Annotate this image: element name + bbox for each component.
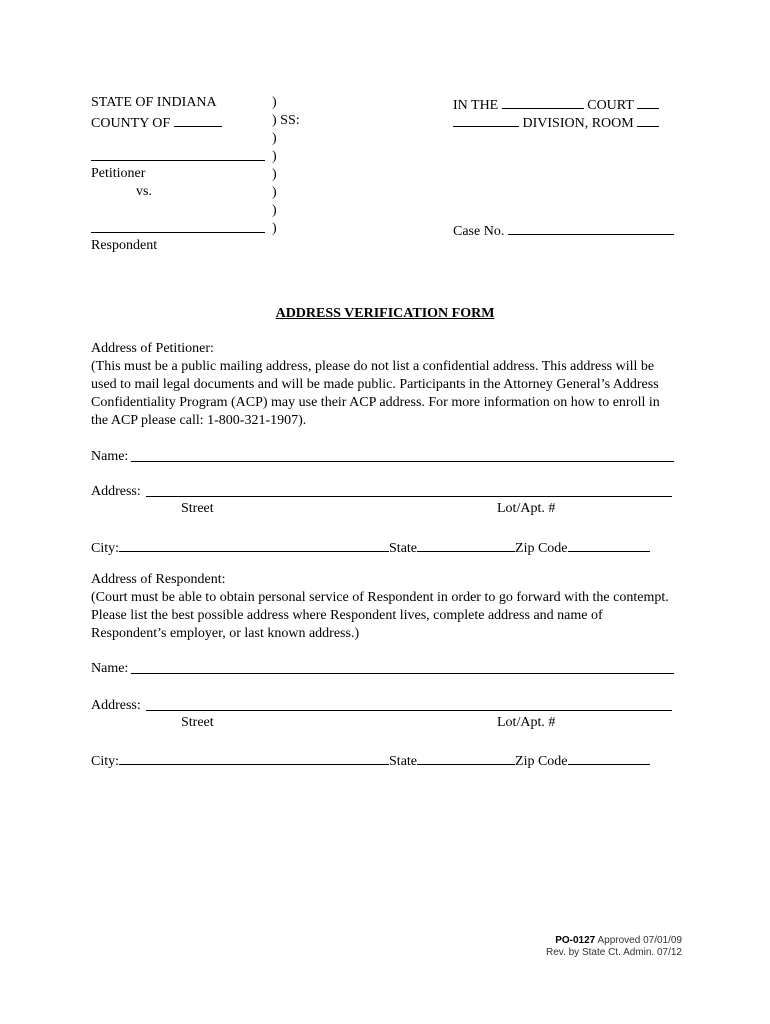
petitioner-address-label: Address:: [91, 484, 141, 499]
petitioner-zip-label: Zip Code: [515, 541, 568, 556]
paren: ): [272, 131, 277, 146]
division-line: [453, 112, 659, 133]
petitioner-note: (This must be a public mailing address, please do not list a confidential address. This address will be used to mail legal documents and will be made public. Participants in the Attorney General’s Address Confidentiality Program (ACP) may use their ACP address. For more information on how to enroll in the ACP please call: 1-800-321-1907).: [91, 359, 660, 428]
county-blank[interactable]: [174, 112, 222, 127]
petitioner-name-field[interactable]: [131, 461, 674, 462]
petitioner-state-field[interactable]: [417, 537, 515, 552]
petitioner-city-state-zip: [91, 537, 650, 558]
respondent-city-state-zip: [91, 750, 650, 771]
room-blank[interactable]: [637, 112, 659, 127]
county-label: COUNTY OF: [91, 116, 171, 131]
form-title: ADDRESS VERIFICATION FORM: [275, 306, 495, 321]
petitioner-lot-apt-label: Lot/Apt. #: [497, 501, 556, 516]
approved-date: Approved 07/01/09: [597, 935, 682, 946]
petitioner-street-label: Street: [181, 501, 214, 516]
court-number-blank[interactable]: [637, 94, 659, 109]
petitioner-name-line[interactable]: [91, 160, 265, 161]
revision-line: Rev. by State Ct. Admin. 07/12: [546, 947, 682, 958]
form-footer: [546, 935, 682, 959]
division-blank[interactable]: [453, 112, 519, 127]
respondent-note: (Court must be able to obtain personal service of Respondent in order to go forward with the contempt. Please list the best possible address where Respondent lives, complete address and name of Respondent’s employer, or last known address.): [91, 590, 669, 641]
paren: ): [272, 167, 277, 182]
case-number-line: [453, 220, 674, 241]
respondent-name-line[interactable]: [91, 232, 265, 233]
case-no-label: Case No.: [453, 224, 505, 239]
paren: ): [272, 149, 277, 164]
paren: ): [272, 95, 277, 110]
petitioner-zip-field[interactable]: [568, 537, 650, 552]
respondent-heading: Address of Respondent:: [91, 572, 226, 587]
footer-approval-line: [546, 935, 682, 947]
respondent-city-label: City:: [91, 754, 120, 769]
respondent-street-label: Street: [181, 715, 214, 730]
state-line: STATE OF INDIANA: [91, 95, 217, 110]
petitioner-name-label: Name:: [91, 449, 129, 464]
paren: ): [272, 221, 277, 236]
respondent-zip-label: Zip Code: [515, 754, 568, 769]
respondent-state-field[interactable]: [417, 750, 515, 765]
respondent-address-field[interactable]: [146, 710, 672, 711]
petitioner-label: Petitioner: [91, 166, 146, 181]
form-number: PO-0127: [555, 935, 596, 946]
in-the-label: IN THE: [453, 98, 499, 113]
respondent-address-label: Address:: [91, 698, 141, 713]
respondent-zip-field[interactable]: [568, 750, 650, 765]
respondent-name-field[interactable]: [131, 673, 674, 674]
case-number-blank[interactable]: [508, 220, 674, 235]
court-name-blank[interactable]: [502, 94, 584, 109]
respondent-state-label: State: [389, 754, 418, 769]
petitioner-city-field[interactable]: [119, 537, 389, 552]
county-line: [91, 112, 222, 133]
petitioner-heading: Address of Petitioner:: [91, 341, 214, 356]
division-room-label: DIVISION, ROOM: [522, 116, 634, 131]
respondent-lot-apt-label: Lot/Apt. #: [497, 715, 556, 730]
vs-label: vs.: [136, 184, 152, 199]
respondent-label: Respondent: [91, 238, 158, 253]
respondent-city-field[interactable]: [119, 750, 389, 765]
court-label: COURT: [587, 98, 634, 113]
petitioner-state-label: State: [389, 541, 418, 556]
paren: ): [272, 185, 277, 200]
paren: ): [272, 203, 277, 218]
ss-label: ) SS:: [272, 113, 300, 128]
petitioner-address-field[interactable]: [146, 496, 672, 497]
respondent-name-label: Name:: [91, 661, 129, 676]
petitioner-city-label: City:: [91, 541, 120, 556]
